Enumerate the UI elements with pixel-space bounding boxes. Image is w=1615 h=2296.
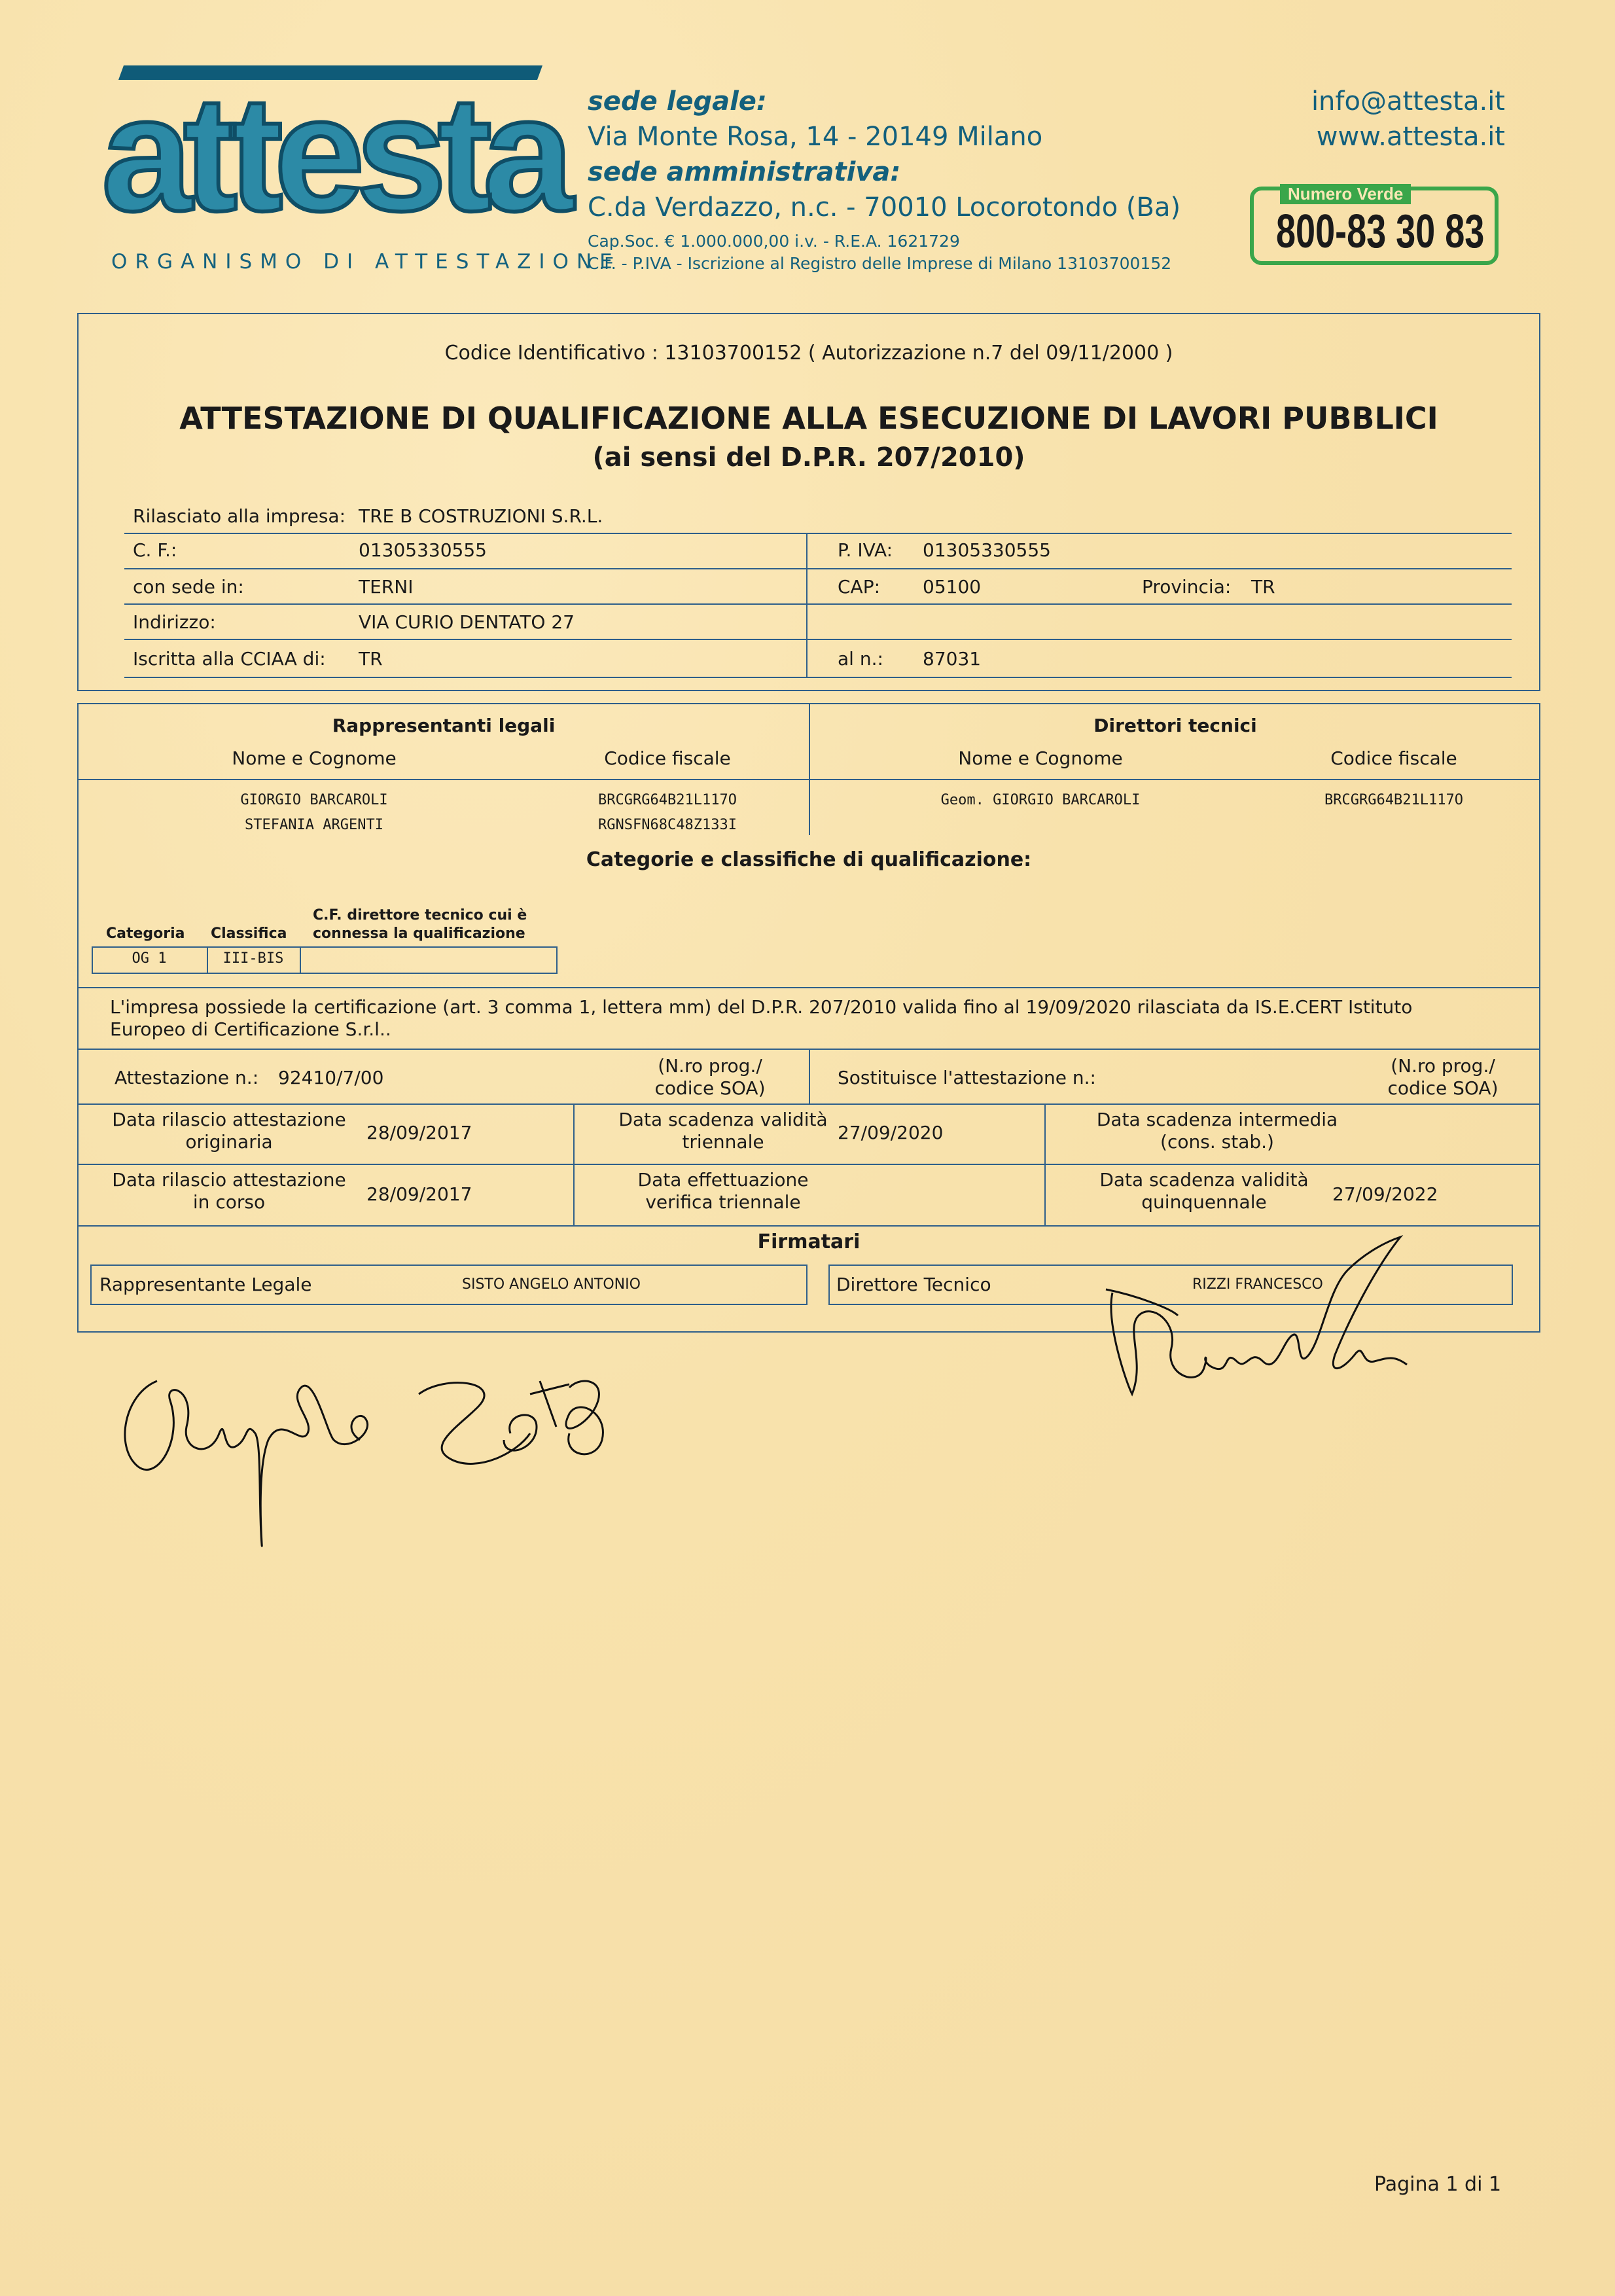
aln-label: al n.: (838, 648, 883, 670)
categorie-col-cf-line1: C.F. direttore tecnico cui è (313, 907, 527, 924)
attesta-logo (101, 62, 620, 274)
verifica-triennale-line1: Data effettuazione (637, 1169, 809, 1191)
cf-value: 01305330555 (359, 539, 487, 561)
direttore-tecnico-label: Direttore Tecnico (836, 1274, 991, 1295)
data-rilascio-corso-value: 28/09/2017 (366, 1183, 472, 1205)
attestazione-numero-value: 92410/7/00 (278, 1067, 384, 1088)
verifica-triennale-line2: verifica triennale (645, 1191, 801, 1213)
page-number: Pagina 1 di 1 (1374, 2173, 1502, 2196)
cf-label: C. F.: (133, 539, 177, 561)
cap-value: 05100 (923, 576, 982, 598)
capitale-sociale: Cap.Soc. € 1.000.000,00 i.v. - R.E.A. 1621729 (588, 232, 960, 251)
email-link[interactable]: info@attesta.it (1311, 86, 1505, 117)
section-divider (77, 1103, 1540, 1105)
direttori-col-cf: Codice fiscale (1330, 747, 1457, 769)
provincia-value: TR (1251, 576, 1275, 598)
certificazione-line1: L'impresa possiede la certificazione (art. 3 comma 1, lettera mm) del D.P.R. 207/2010 valida fino al 19/09/2020 rilasciata da IS.E.CERT Istituto (110, 996, 1413, 1018)
section-divider (77, 987, 1540, 988)
scadenza-quinquennale-line2: quinquennale (1141, 1191, 1267, 1213)
section-divider (77, 1164, 1540, 1165)
rilasciato-value: TRE B COSTRUZIONI S.R.L. (359, 505, 603, 527)
data-rilascio-orig-line1: Data rilascio attestazione (112, 1109, 346, 1130)
codice-identificativo: Codice Identificativo : 13103700152 ( Autorizzazione n.7 del 09/11/2000 ) (444, 342, 1173, 365)
certificazione-line2: Europeo di Certificazione S.r.l.. (110, 1018, 391, 1040)
nro-prog2-line1: (N.ro prog./ (1391, 1055, 1495, 1077)
data-rilascio-orig-line2: originaria (185, 1131, 273, 1153)
column-divider (1044, 1103, 1046, 1164)
rappresentanti-heading: Rappresentanti legali (332, 715, 556, 736)
rilasciato-label: Rilasciato alla impresa: (133, 505, 346, 527)
column-divider (809, 1049, 810, 1103)
document-subtitle: (ai sensi del D.P.R. 207/2010) (592, 442, 1025, 473)
logo-subtitle: ORGANISMO DI ATTESTAZIONE (111, 250, 620, 274)
nro-prog-line2: codice SOA) (654, 1077, 766, 1099)
indirizzo-value: VIA CURIO DENTATO 27 (359, 611, 575, 633)
classifica-value: III-BIS (222, 950, 284, 967)
cciaa-value: TR (359, 648, 383, 670)
nro-prog2-line2: codice SOA) (1387, 1077, 1499, 1099)
sede-value: TERNI (359, 576, 414, 598)
sede-legale-label: sede legale: (588, 86, 767, 117)
data-rilascio-orig-value: 28/09/2017 (366, 1122, 472, 1143)
column-divider (300, 946, 301, 974)
cap-label: CAP: (838, 576, 881, 598)
signature-rizzi (1099, 1230, 1440, 1466)
data-rilascio-corso-line2: in corso (192, 1191, 266, 1213)
row-divider (124, 639, 1512, 640)
categorie-col-categoria: Categoria (106, 925, 185, 942)
company-info-box (77, 313, 1540, 691)
indirizzo-label: Indirizzo: (133, 611, 216, 633)
numero-verde-number: 800-83 30 83 (1276, 206, 1485, 258)
numero-verde-badge (1250, 184, 1505, 272)
scadenza-intermedia-line1: Data scadenza intermedia (1096, 1109, 1338, 1130)
direttore-nome: Geom. GIORGIO BARCAROLI (940, 792, 1141, 808)
rappresentanti-col-cf: Codice fiscale (604, 747, 731, 769)
scadenza-triennale-line2: triennale (682, 1131, 764, 1153)
scadenza-quinquennale-value: 27/09/2022 (1332, 1183, 1438, 1205)
logo-wordmark: attesta (101, 62, 565, 245)
rappresentante-legale-label: Rappresentante Legale (99, 1274, 312, 1295)
attestazione-numero-label: Attestazione n.: (115, 1067, 259, 1088)
direttori-heading: Direttori tecnici (1093, 715, 1257, 736)
registro-imprese: C.F. - P.IVA - Iscrizione al Registro delle Imprese di Milano 13103700152 (588, 254, 1172, 273)
scadenza-triennale-line1: Data scadenza validità (618, 1109, 828, 1130)
header-contact (1276, 84, 1505, 154)
sede-amministrativa-address: C.da Verdazzo, n.c. - 70010 Locorotondo (Ba) (588, 192, 1181, 223)
rappresentanti-col-nome: Nome e Cognome (232, 747, 397, 769)
sostituisce-label: Sostituisce l'attestazione n.: (838, 1067, 1096, 1088)
categorie-col-classifica: Classifica (211, 925, 287, 942)
sede-label: con sede in: (133, 576, 244, 598)
scadenza-triennale-value: 27/09/2020 (838, 1122, 944, 1143)
numero-verde-label: Numero Verde (1280, 184, 1411, 204)
direttore-cf: BRCGRG64B21L117O (1324, 792, 1463, 808)
direttori-col-nome: Nome e Cognome (958, 747, 1123, 769)
piva-value: 01305330555 (923, 539, 1051, 561)
cciaa-label: Iscritta alla CCIAA di: (133, 648, 326, 670)
rappresentante-cf: BRCGRG64B21L117O (598, 792, 737, 808)
data-rilascio-corso-line1: Data rilascio attestazione (112, 1169, 346, 1191)
categoria-value: OG 1 (132, 950, 167, 967)
column-divider (806, 533, 808, 677)
sede-legale-address: Via Monte Rosa, 14 - 20149 Milano (588, 122, 1043, 152)
rappresentante-legale-value: SISTO ANGELO ANTONIO (462, 1276, 641, 1293)
row-divider (124, 677, 1512, 678)
row-divider (77, 779, 1540, 780)
row-divider (124, 603, 1512, 605)
categorie-col-cf-line2: connessa la qualificazione (313, 925, 525, 942)
rappresentante-cf: RGNSFN68C48Z133I (598, 817, 737, 833)
column-divider (573, 1103, 575, 1164)
scadenza-quinquennale-line1: Data scadenza validità (1099, 1169, 1309, 1191)
row-divider (124, 533, 1512, 534)
signature-sisto (111, 1335, 648, 1571)
aln-value: 87031 (923, 648, 982, 670)
provincia-label: Provincia: (1142, 576, 1232, 598)
website-link[interactable]: www.attesta.it (1316, 122, 1505, 152)
categorie-heading: Categorie e classifiche di qualificazione: (586, 848, 1032, 871)
piva-label: P. IVA: (838, 539, 893, 561)
nro-prog-line1: (N.ro prog./ (658, 1055, 762, 1077)
direttore-tecnico-value: RIZZI FRANCESCO (1192, 1276, 1323, 1293)
sede-amministrativa-label: sede amministrativa: (588, 157, 901, 187)
firmatari-heading: Firmatari (757, 1230, 861, 1253)
header-addresses (588, 84, 1255, 275)
column-divider (573, 1164, 575, 1225)
rappresentante-nome: GIORGIO BARCAROLI (240, 792, 388, 808)
section-divider (77, 1225, 1540, 1227)
row-divider (124, 568, 1512, 569)
column-divider (1044, 1164, 1046, 1225)
scadenza-intermedia-line2: (cons. stab.) (1160, 1131, 1274, 1153)
document-title: ATTESTAZIONE DI QUALIFICAZIONE ALLA ESECUZIONE DI LAVORI PUBBLICI (179, 401, 1438, 436)
rappresentante-nome: STEFANIA ARGENTI (245, 817, 383, 833)
